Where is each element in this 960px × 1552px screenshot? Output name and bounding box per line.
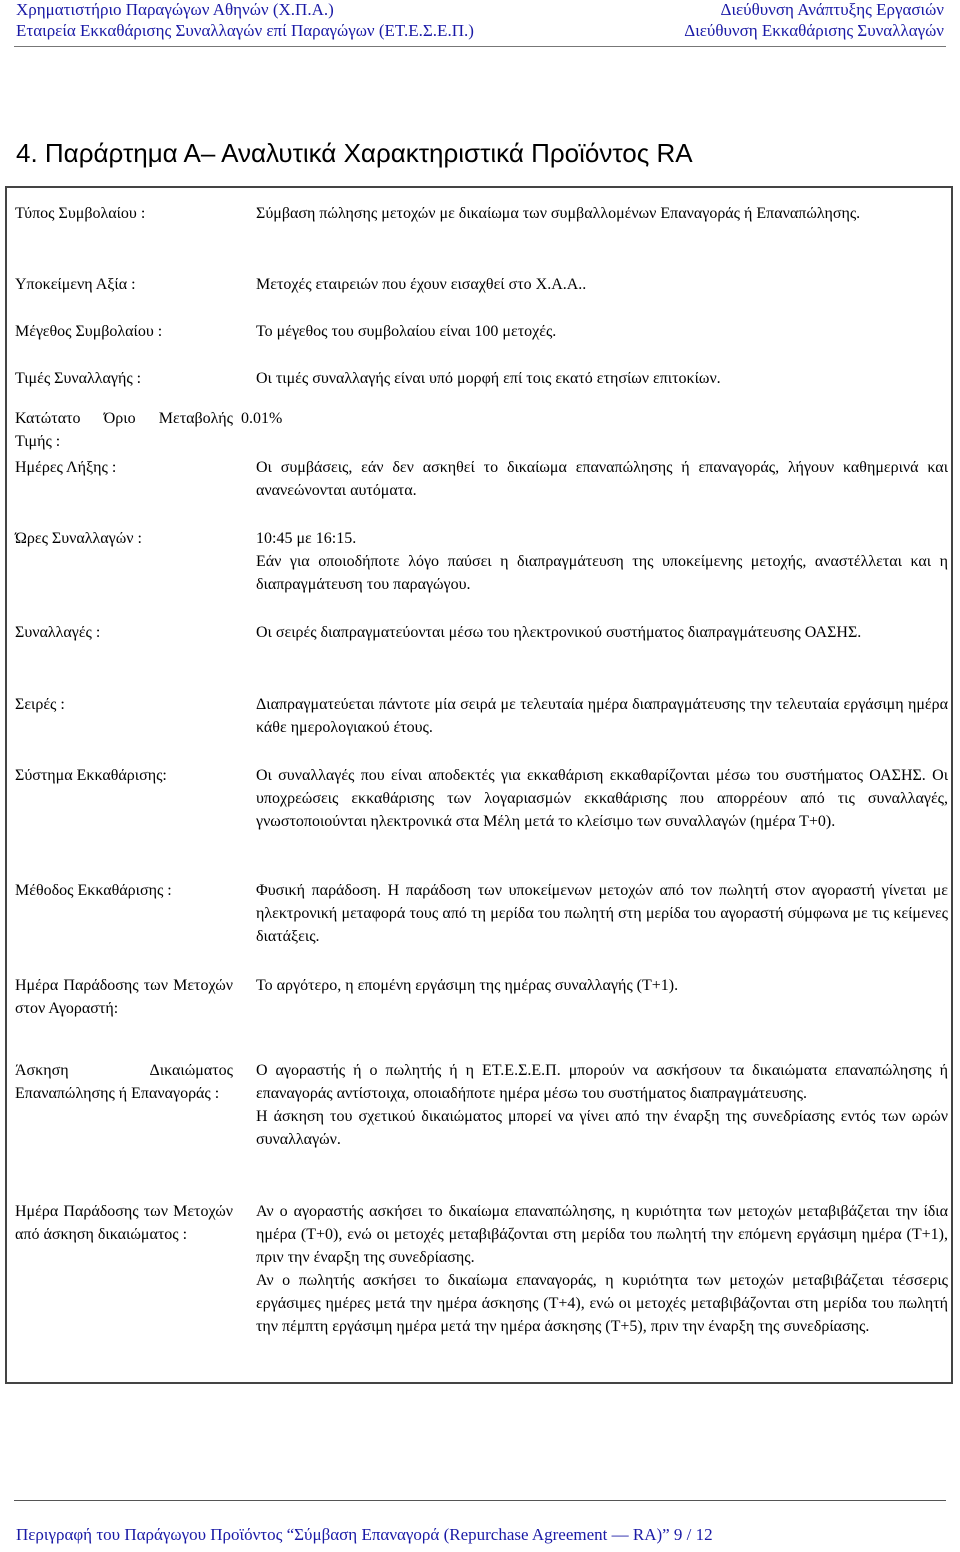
label-trade-prices: Τιμές Συναλλαγής : bbox=[15, 370, 142, 387]
label-contract-size: Μέγεθος Συμβολαίου : bbox=[15, 323, 163, 340]
value-trade-prices: Οι τιμές συναλλαγής είναι υπό μορφή επί τοις εκατό ετησίων επιτοκίων. bbox=[256, 370, 721, 387]
label-delivery-day: Ημέρα Παράδοσης των Μετοχών στον Αγοραστή: bbox=[15, 977, 233, 1017]
value-expiry-days: Οι συμβάσεις, εάν δεν ασκηθεί το δικαίωμα επαναπώλησης ή επαναγοράς, λήγουν καθημερινά και ανανεώνονται αυτόματα. bbox=[256, 459, 948, 499]
delivery-after-repurchase: Αν ο πωλητής ασκήσει το δικαίωμα επαναγοράς, η κυριότητα των μετοχών μεταβιβάζεται τέσσερις εργάσιμες ημέρες μετά την ημέρα άσκησης (Τ+4), ενώ οι μετοχές μεταβιβάζονται στη μερίδα του πωλητή την πέμπτη εργάσιμη ημέρα μετά την ημέρα άσκησης (Τ+5), πριν την έναρξη της συνεδρίασης. bbox=[256, 1272, 948, 1335]
label-expiry-days: Ημέρες Λήξης : bbox=[15, 459, 117, 476]
label-minimum-tick: Κατώτατο Όριο Μεταβολής Τιμής : bbox=[15, 410, 233, 450]
exercise-right-when: Η άσκηση του σχετικού δικαιώματος μπορεί να γίνει από την έναρξη της συνεδρίασης εντός των ωρών συναλλαγών. bbox=[256, 1108, 948, 1148]
value-settlement-method: Φυσική παράδοση. Η παράδοση των υποκείμενων μετοχών από τον πωλητή στον αγοραστή γίνεται με ηλεκτρονική μεταφορά τους από τη μερίδα του πωλητή στη μερίδα του αγοραστή σύμφωνα με τις κείμενες διατάξεις. bbox=[256, 882, 948, 945]
label-underlying: Υποκείμενη Αξία : bbox=[15, 276, 136, 293]
header-clearing-department: Διεύθυνση Εκκαθάρισης Συναλλαγών bbox=[684, 21, 944, 40]
label-delivery-after-exercise: Ημέρα Παράδοσης των Μετοχών από άσκηση δικαιώματος : bbox=[15, 1203, 233, 1243]
label-series: Σειρές : bbox=[15, 696, 65, 713]
value-minimum-tick: 0.01% bbox=[241, 410, 283, 427]
header-divider bbox=[14, 46, 946, 47]
value-exercise-right bbox=[256, 1059, 948, 1151]
value-trades: Οι σειρές διαπραγματεύονται μέσω του ηλεκτρονικού συστήματος διαπραγμάτευσης ΟΑΣΗΣ. bbox=[256, 624, 862, 641]
delivery-after-resale: Αν ο αγοραστής ασκήσει το δικαίωμα επαναπώλησης, η κυριότητα των μετοχών μεταβιβάζεται την ίδια ημέρα (Τ+0), ενώ οι μετοχές μεταβιβάζονται στη μερίδα του πωλητή την επόμενη εργάσιμη ημέρα (Τ+1), πριν την έναρξη της συνεδρίασης. bbox=[256, 1203, 948, 1266]
value-delivery-after-exercise bbox=[256, 1200, 948, 1338]
value-contract-size: Το μέγεθος του συμβολαίου είναι 100 μετοχές. bbox=[256, 323, 557, 340]
page-header-line-1 bbox=[16, 0, 944, 22]
label-clearing-system: Σύστημα Εκκαθάρισης: bbox=[15, 767, 167, 784]
page-header-line-2 bbox=[16, 21, 944, 43]
value-contract-type: Σύμβαση πώλησης μετοχών με δικαίωμα των συμβαλλομένων Επαναγοράς ή Επαναπώλησης. bbox=[256, 205, 861, 222]
section-title: 4. Παράρτημα Α– Αναλυτικά Χαρακτηριστικά Προϊόντος RA bbox=[16, 138, 693, 168]
header-exchange-name: Χρηματιστήριο Παραγώγων Αθηνών (Χ.Π.Α.) bbox=[16, 0, 334, 19]
footer-divider bbox=[14, 1500, 946, 1501]
label-contract-type: Τύπος Συμβολαίου : bbox=[15, 205, 146, 222]
value-trading-hours bbox=[256, 527, 948, 596]
value-clearing-system: Οι συναλλαγές που είναι αποδεκτές για εκκαθάριση εκκαθαρίζονται μέσω του συστήματος ΟΑΣΗΣ. Οι υποχρεώσεις εκκαθάρισης των λογαριασμών εκκαθάρισης που απορρέουν από τις συναλλαγές, γνωστοποιούνται ηλεκτρονικά στα Μέλη μετά το κλείσιμο των συναλλαγών (ημέρα Τ+0). bbox=[256, 767, 948, 830]
label-trading-hours: Ώρες Συναλλαγών : bbox=[15, 530, 142, 547]
value-underlying: Μετοχές εταιρειών που έχουν εισαχθεί στο Χ.Α.Α.. bbox=[256, 276, 587, 293]
header-clearing-company: Εταιρεία Εκκαθάρισης Συναλλαγών επί Παραγώγων (ΕΤ.Ε.Σ.Ε.Π.) bbox=[16, 21, 474, 40]
label-trades: Συναλλαγές : bbox=[15, 624, 101, 641]
page-footer: Περιγραφή του Παράγωγου Προϊόντος “Σύμβαση Επαναγορά (Repurchase Agreement — RA)” 9 / 12 bbox=[16, 1525, 713, 1544]
label-settlement-method: Μέθοδος Εκκαθάρισης : bbox=[15, 882, 172, 899]
value-delivery-day: Το αργότερο, η επομένη εργάσιμη της ημέρας συναλλαγής (Τ+1). bbox=[256, 977, 679, 994]
value-series: Διαπραγματεύεται πάντοτε μία σειρά με τελευταία ημέρα διαπραγμάτευσης την τελευταία εργάσιμη ημέρα κάθε ημερολογιακού έτους. bbox=[256, 696, 948, 736]
trading-hours-suspension-note: Εάν για οποιοδήποτε λόγο παύσει η διαπραγμάτευση της υποκείμενης μετοχής, αναστέλλεται και η διαπραγμάτευση του παραγώγου. bbox=[256, 553, 948, 593]
exercise-right-who: Ο αγοραστής ή ο πωλητής ή η ΕΤ.Ε.Σ.Ε.Π. μπορούν να ασκήσουν τα δικαιώματα επαναπώλησης ή επαναγοράς αντίστοιχα, οποιαδήποτε ημέρα μέσω του συστήματος διαπραγμάτευσης. bbox=[256, 1062, 948, 1102]
header-department: Διεύθυνση Ανάπτυξης Εργασιών bbox=[720, 0, 944, 19]
label-exercise-right: Άσκηση Δικαιώματος Επαναπώλησης ή Επαναγοράς : bbox=[15, 1062, 233, 1102]
trading-hours-time: 10:45 με 16:15. bbox=[256, 530, 357, 547]
